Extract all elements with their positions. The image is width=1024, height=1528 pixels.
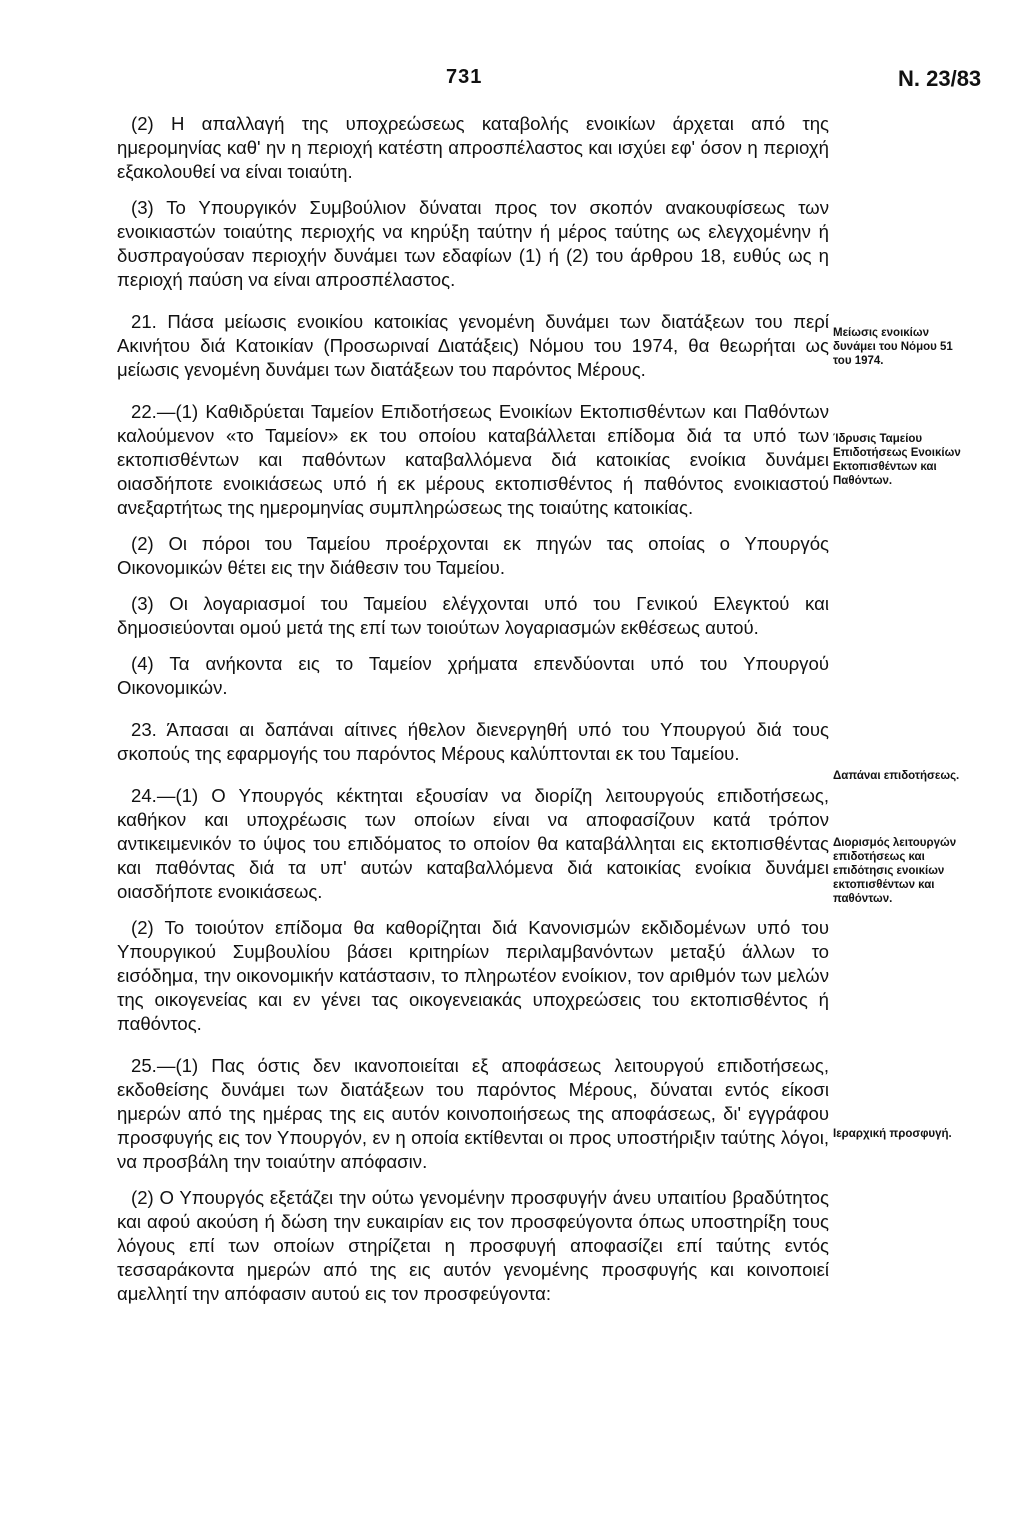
margin-note-22: Ίδρυσις Ταμείου Επιδοτήσεως Ενοικίων Εκτοπισθέντων και Παθόντων. — [833, 433, 961, 487]
section-25-1: 25.—(1) Πας όστις δεν ικανοποιείται εξ αποφάσεως λειτουργού επιδοτήσεως, εκδοθείσης δυνάμει των διατάξεων του παρόντος Μέρους, δύναται εντός είκοσι ημερών από της ημέρας της εις αυτόν κοινοποιήσεως της αποφάσεως, δι' εγγράφου προσφυγής εις τον Υπουργόν, εν η οποία εκτίθενται οι προς υποστήριξιν ταύτης λόγοι, να προσβάλη την τοιαύτην απόφασιν. — [117, 1055, 829, 1172]
section-23: 23. Άπασαι αι δαπάναι αίτινες ήθελον διενεργηθή υπό του Υπουργού διά τους σκοπούς της εφαρμογής του παρόντος Μέρους καλύπτονται εκ του Ταμείου. — [117, 719, 829, 764]
page-number: 731 — [446, 66, 483, 88]
section-22-1: 22.—(1) Καθιδρύεται Ταμείον Επιδοτήσεως Ενοικίων Εκτοπισθέντων και Παθόντων καλούμενον «το Ταμείον» εκ του οποίου καταβάλλεται επίδομα διά τα υπό των εκτοπισθέντων και παθόντων καταβαλλόμενα διά κατοικίας ενοίκια δυνάμει οιασδήποτε ενοικιάσεως υπό ή εκ μέρους εκτοπισθέντος ή παθόντος ενοικιαστού ανεξαρτήτως της ημερομηνίας συμπληρώσεως της τοιαύτης κατοικίας. — [117, 401, 829, 518]
paragraph-20-3: (3) Το Υπουργικόν Συμβούλιον δύναται προς τον σκοπόν ανακουφίσεως των ενοικιαστών τοιαύτης περιοχής να κηρύξη ταύτην ή μέρος ταύτης ως ελεγχομένην ή δυσπραγούσαν περιοχήν δυνάμει των εδαφίων (1) ή (2) του άρθρου 18, ευθύς ως η περιοχή παύση να είναι απροσπέλαστος. — [117, 197, 829, 290]
section-25-2: (2) Ο Υπουργός εξετάζει την ούτω γενομένην προσφυγήν άνευ υπαιτίου βραδύτητος και αφού ακούση ή δώση την ευκαιρίαν εις τον προσφεύγοντα όπως υποστηρίξη τους λόγους επί των οποίων στηρίζεται η προσφυγή αποφασίζει επί ταύτης εντός τεσσαράκοντα ημερών από της εις αυτόν γενομένης προσφυγής και κοινοποιεί αμελλητί την απόφασιν αυτού εις τον προσφεύγοντα: — [117, 1187, 829, 1304]
section-22-3: (3) Οι λογαριασμοί του Ταμείου ελέγχονται υπό του Γενικού Ελεγκτού και δημοσιεύονται ομού μετά της επί των τοιούτων λογαριασμών εκθέσεως αυτού. — [117, 593, 829, 638]
margin-note-24: Διορισμός λειτουργών επιδοτήσεως και επιδότησις ενοικίων εκτοπισθέντων και παθόντων. — [833, 837, 957, 905]
section-22-4: (4) Τα ανήκοντα εις το Ταμείον χρήματα επενδύονται υπό του Υπουργού Οικονομικών. — [117, 653, 829, 698]
main-text — [117, 112, 829, 1318]
section-24-1: 24.—(1) Ο Υπουργός κέκτηται εξουσίαν να διορίζη λειτουργούς επιδοτήσεως, καθήκον και υποχρέωσις των οποίων είναι να αποφασίζουν κατά τρόπον αντικειμενικόν το ύψος του επιδόματος το οποίον θα καταβάλληται εις εκτοπισθέντας και παθόντας διά τα υπ' αυτών καταβαλλόμενα διά κατοικίας ενοίκια δυνάμει οιασδήποτε ενοικιάσεως. — [117, 785, 829, 902]
law-number: N. 23/83 — [898, 66, 982, 91]
section-22-2: (2) Οι πόροι του Ταμείου προέρχονται εκ πηγών τας οποίας ο Υπουργός Οικονομικών θέτει εις την διάθεσιν του Ταμείου. — [117, 533, 829, 578]
margin-note-25: Ιεραρχική προσφυγή. — [833, 1128, 952, 1140]
section-24-2: (2) Το τοιούτον επίδομα θα καθορίζηται διά Κανονισμών εκδιδομένων υπό του Υπουργικού Συμβουλίου βάσει κριτηρίων περιλαμβανόντων μεταξύ άλλων το εισόδημα, την οικονομικήν κατάστασιν, το πληρωτέον ενοίκιον, τον αριθμόν των μελών της οικογενείας και εν γένει τας οικογενειακάς υποχρεώσεις του εκτοπισθέντος ή παθόντος. — [117, 917, 829, 1034]
margin-note-23: Δαπάναι επιδοτήσεως. — [833, 770, 960, 782]
margin-note-21: Μείωσις ενοικίων δυνάμει του Νόμου 51 του 1974. — [833, 327, 953, 367]
section-21: 21. Πάσα μείωσις ενοικίου κατοικίας γενομένη δυνάμει των διατάξεων του περί Ακινήτου διά Κατοικίαν (Προσωριναί Διατάξεις) Νόμου του 1974, θα θεωρήται ως μείωσις γενομένη δυνάμει των διατάξεων του παρόντος Μέρους. — [117, 311, 829, 380]
paragraph-20-2: (2) Η απαλλαγή της υποχρεώσεως καταβολής ενοικίων άρχεται από της ημερομηνίας καθ' ην η περιοχή κατέστη απροσπέλαστος και ισχύει εφ' όσον η περιοχή εξακολουθεί να είναι τοιαύτη. — [117, 113, 829, 182]
